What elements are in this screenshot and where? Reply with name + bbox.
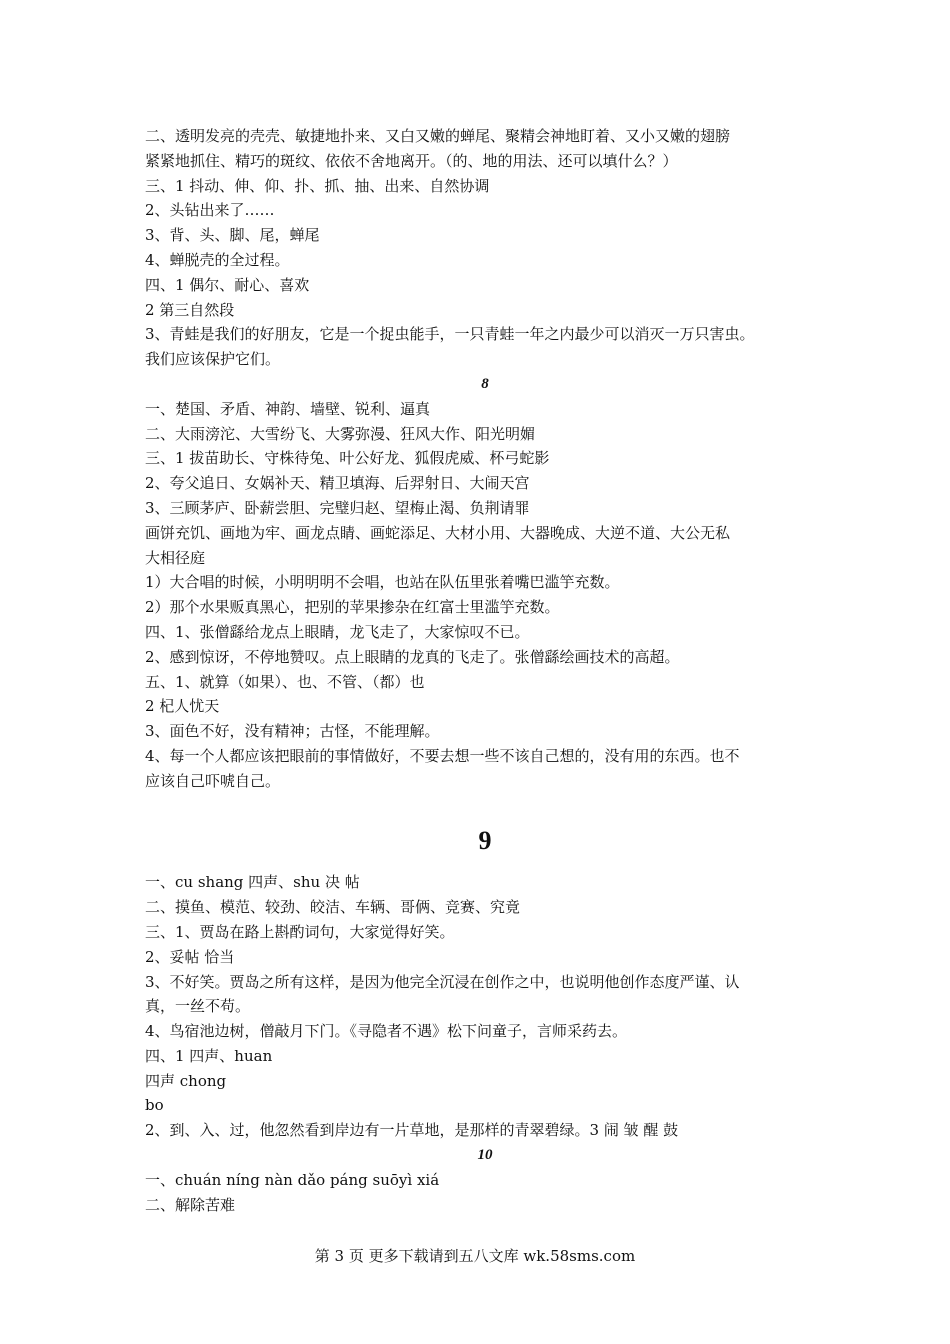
text-line: 2、头钻出来了……: [145, 201, 275, 220]
text-line: 2、夸父追日、女娲补天、精卫填海、后羿射日、大闹天宫: [145, 474, 530, 493]
text-line: 四声 chong: [145, 1071, 227, 1090]
text-line: 1）大合唱的时候，小明明明不会唱，也站在队伍里张着嘴巴滥竽充数。: [145, 573, 620, 592]
text-line: 四、1、张僧繇给龙点上眼睛，龙飞走了，大家惊叹不已。: [145, 622, 530, 641]
text-line: 四、1 四声、huan: [145, 1046, 273, 1065]
text-line: 4、蝉脱壳的全过程。: [145, 250, 290, 269]
section-heading-10: 10: [477, 1147, 493, 1164]
text-line: 应该自己吓唬自己。: [145, 771, 281, 790]
text-line: 二、透明发亮的壳壳、敏捷地扑来、又白又嫩的蝉尾、聚精会神地盯着、又小又嫩的翅膀: [145, 127, 731, 145]
text-line: 3、三顾茅庐、卧薪尝胆、完璧归赵、望梅止渴、负荆请罪: [145, 498, 530, 517]
text-line: 一、楚国、矛盾、神韵、墙壁、锐利、逼真: [145, 399, 431, 418]
text-line: 二、解除苦难: [145, 1195, 236, 1214]
text-line: 2、感到惊讶，不停地赞叹。点上眼睛的龙真的飞走了。张僧繇绘画技术的高超。: [145, 647, 680, 666]
block-section-8: [145, 397, 825, 794]
page-footer: 第 3 页 更多下载请到五八文库 wk.58sms.com: [314, 1247, 636, 1265]
text-line: 2、妥帖 恰当: [145, 947, 235, 966]
text-line: 一、cu shang 四声、shu 决 帖: [145, 873, 360, 892]
text-line: 五、1、就算（如果）、也、不管、（都）也: [145, 672, 425, 691]
text-line: 2 第三自然段: [145, 300, 235, 319]
text-line: 我们应该保护它们。: [145, 350, 281, 369]
text-line: 3、面色不好，没有精神；古怪，不能理解。: [145, 722, 440, 741]
answer-content: [145, 124, 825, 1217]
text-line: 3、背、头、脚、尾，蝉尾: [145, 226, 320, 245]
text-line: 三、1、贾岛在路上斟酌词句，大家觉得好笑。: [145, 922, 455, 941]
text-line: 3、不好笑。贾岛之所有这样，是因为他完全沉浸在创作之中，也说明他创作态度严谨、认: [145, 972, 740, 991]
block-section-10: [145, 1168, 825, 1218]
text-line: 三、1 抖动、伸、仰、扑、抓、抽、出来、自然协调: [145, 176, 490, 195]
text-line: 2、到、入、过，他忽然看到岸边有一片草地，是那样的青翠碧绿。3 闹 皱 醒 鼓: [145, 1121, 679, 1140]
section-heading-8: 8: [481, 375, 489, 392]
text-line: 大相径庭: [145, 548, 206, 567]
text-line: 3、青蛙是我们的好朋友，它是一个捉虫能手，一只青蛙一年之内最少可以消灭一万只害虫。: [145, 325, 755, 344]
text-line: 真，一丝不苟。: [145, 997, 251, 1016]
text-line: 4、每一个人都应该把眼前的事情做好，不要去想一些不该自己想的，没有用的东西。也不: [145, 746, 740, 765]
text-line: 二、大雨滂沱、大雪纷飞、大雾弥漫、狂风大作、阳光明媚: [145, 424, 536, 443]
text-line: 四、1 偶尔、耐心、喜欢: [145, 275, 310, 294]
section-heading-9: 9: [478, 826, 492, 856]
text-line: 2）那个水果贩真黑心，把别的苹果掺杂在红富士里滥竽充数。: [145, 598, 560, 617]
text-line: 三、1 拔苗助长、守株待兔、叶公好龙、狐假虎威、杯弓蛇影: [145, 449, 550, 468]
text-line: bo: [145, 1096, 164, 1115]
text-line: 4、鸟宿池边树，僧敲月下门。《寻隐者不遇》松下问童子，言师采药去。: [145, 1022, 628, 1041]
text-line: 紧紧地抓住、精巧的斑纹、依依不舍地离开。（的、地的用法、还可以填什么？）: [145, 151, 678, 170]
block-continued-answers: [145, 124, 825, 372]
text-line: 二、摸鱼、模范、较劲、皎洁、车辆、哥俩、竞赛、究竟: [145, 898, 521, 917]
text-line: 2 杞人忧天: [145, 697, 220, 716]
text-line: 一、chuán níng nàn dǎo páng suōyì xiá: [145, 1170, 440, 1189]
block-section-9: [145, 870, 825, 1143]
text-line: 画饼充饥、画地为牢、画龙点睛、画蛇添足、大材小用、大器晚成、大逆不道、大公无私: [145, 523, 731, 542]
blank-line: [145, 794, 825, 819]
